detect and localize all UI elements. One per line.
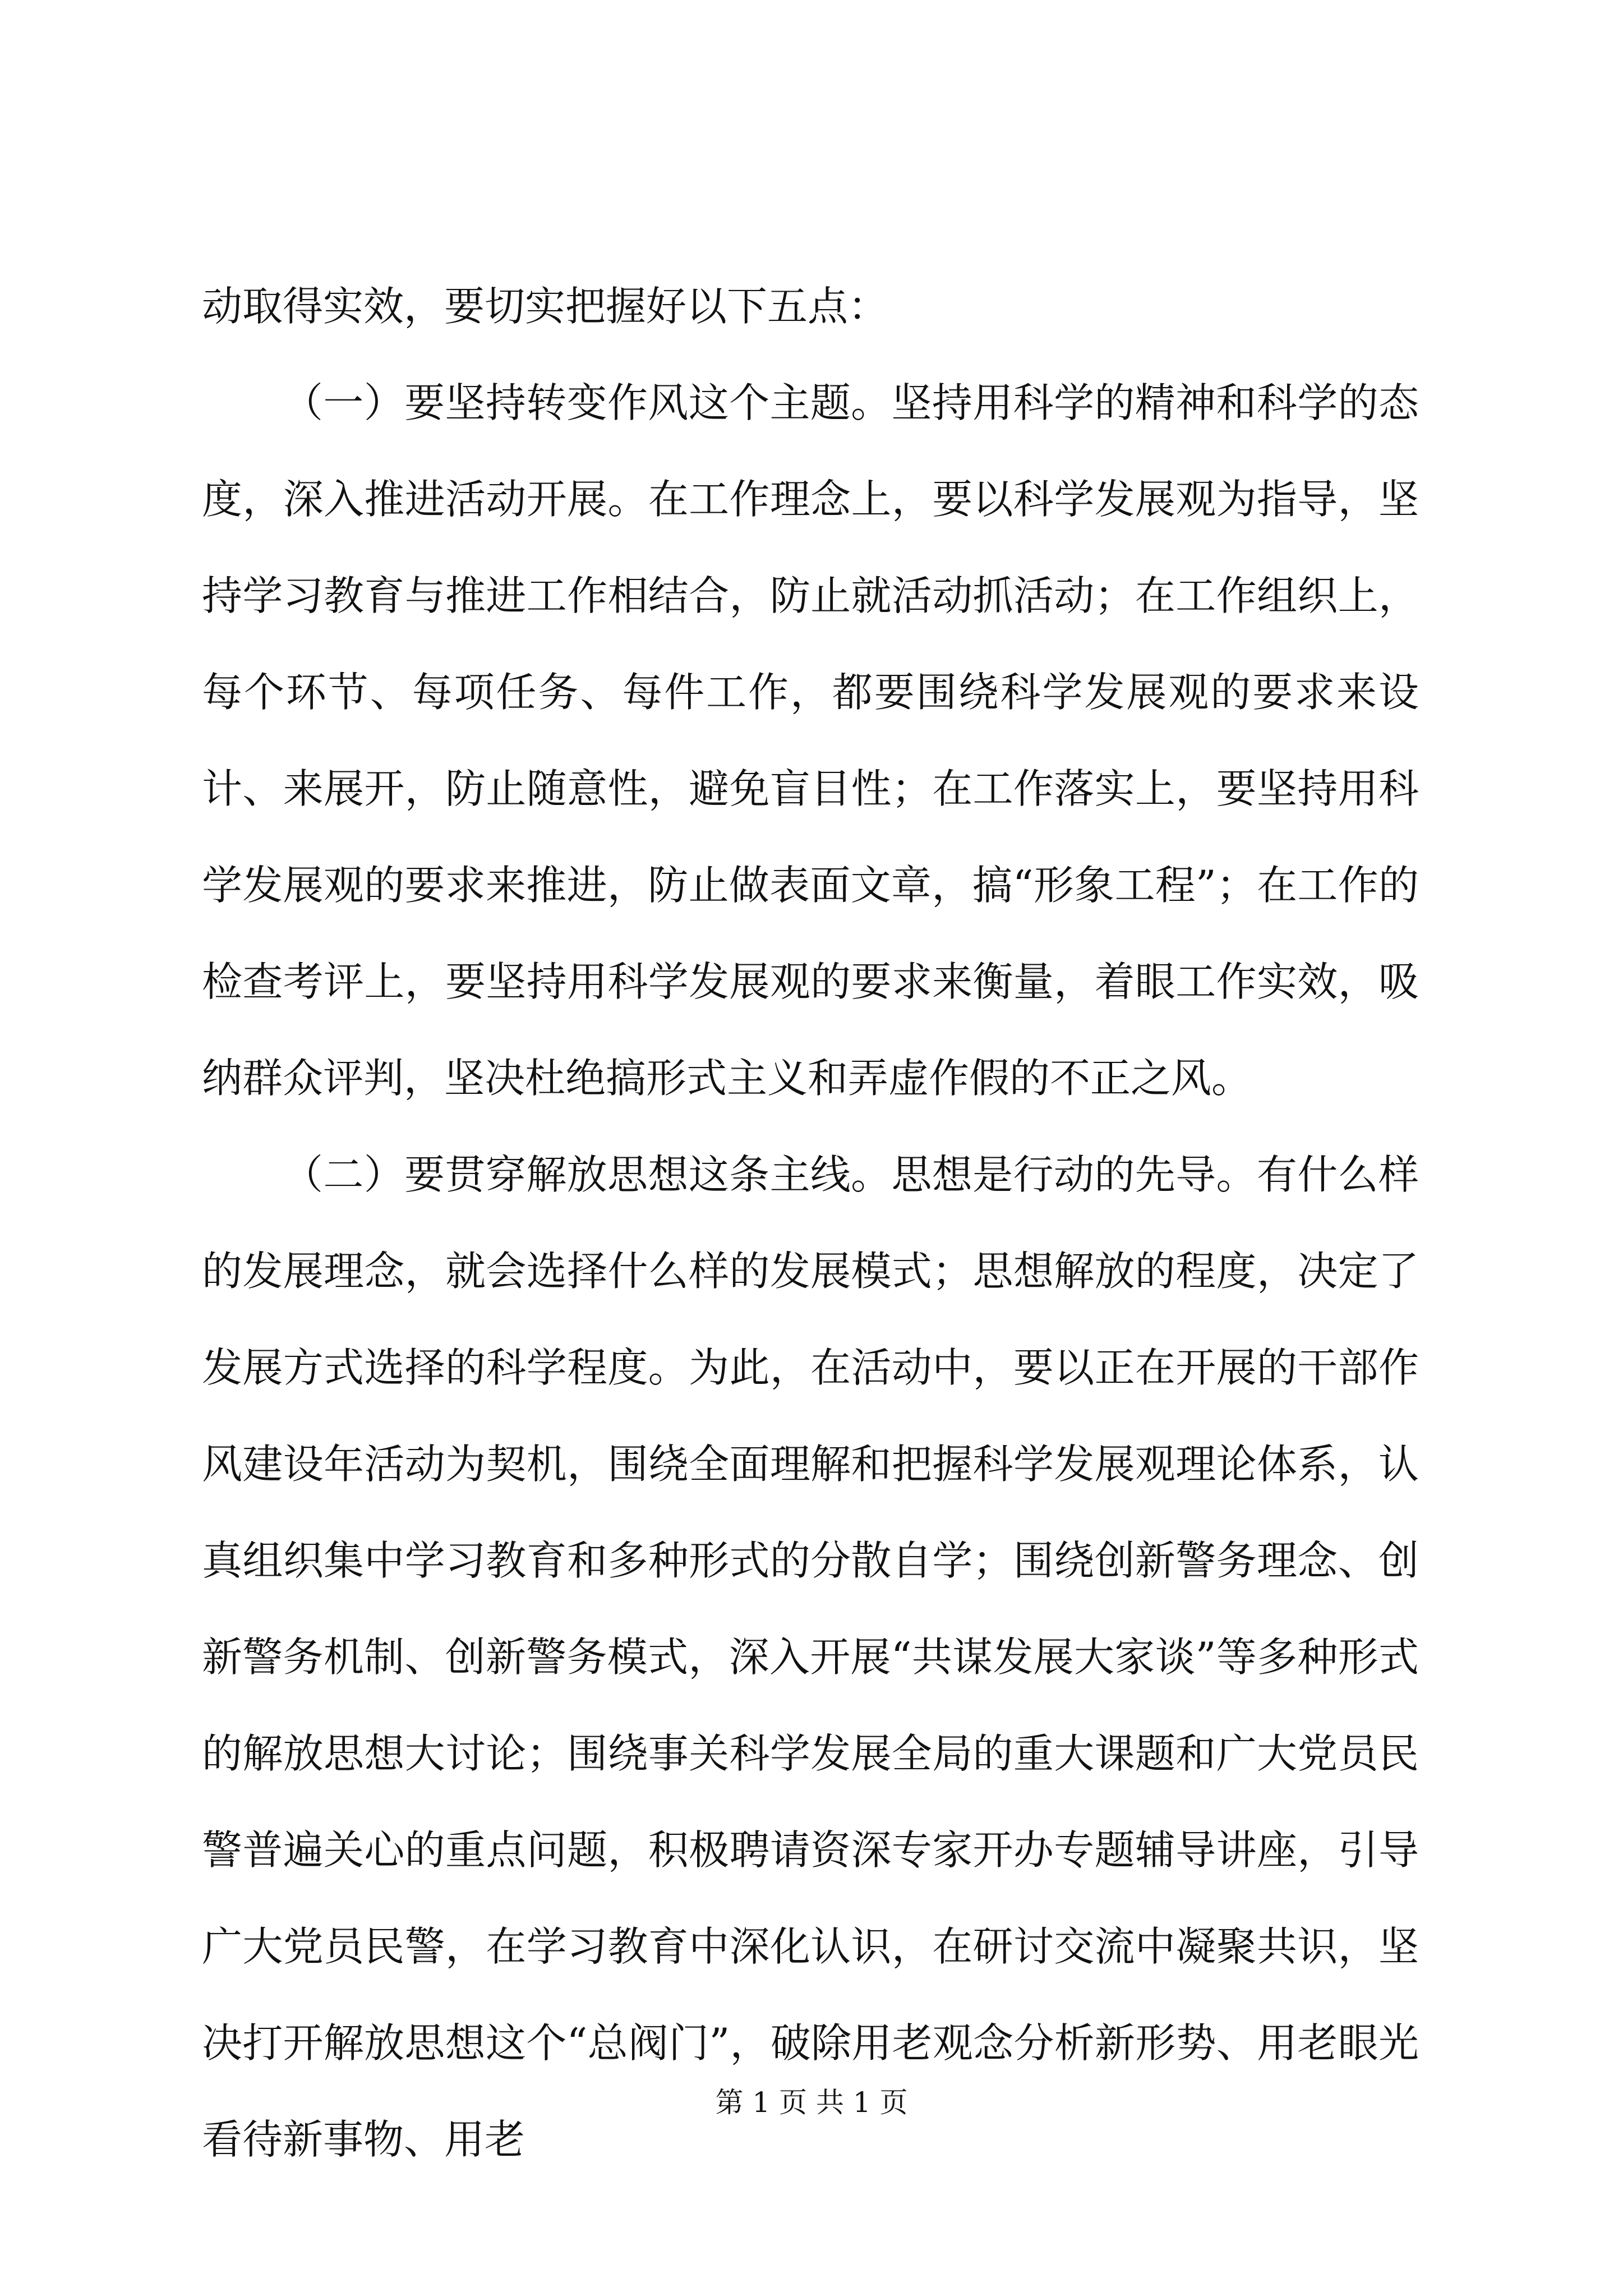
paragraph-point-one: （一）要坚持转变作风这个主题。坚持用科学的精神和科学的态度，深入推进活动开展。在工作理念上，要以科学发展观为指导，坚持学习教育与推进工作相结合，防止就活动抓活动；在工作组织上，每个环节、每项任务、每件工作，都要围绕科学发展观的要求来设计、来展开，防止随意性，避免盲目性；在工作落实上，要坚持用科学发展观的要求来推进，防止做表面文章，搞“形象工程”；在工作的检查考评上，要坚持用科学发展观的要求来衡量，着眼工作实效，吸纳群众评判，坚决杜绝搞形式主义和弄虚作假的不正之风。: [202, 379, 1419, 1102]
paragraph-point-two: （二）要贯穿解放思想这条主线。思想是行动的先导。有什么样的发展理念，就会选择什么样的发展模式；思想解放的程度，决定了发展方式选择的科学程度。为此，在活动中，要以正在开展的干部作风建设年活动为契机，围绕全面理解和把握科学发展观理论体系，认真组织集中学习教育和多种形式的分散自学；围绕创新警务理念、创新警务机制、创新警务模式，深入开展“共谋发展大家谈”等多种形式的解放思想大讨论；围绕事关科学发展全局的重大课题和广大党员民警普遍关心的重点问题，积极聘请资深专家开办专题辅导讲座，引导广大党员民警，在学习教育中深化认识，在研讨交流中凝聚共识，坚决打开解放思想这个“总阀门”，破除用老观念分析新形势、用老眼光看待新事物、用老: [202, 1151, 1419, 2163]
paragraph-continuation: 动取得实效，要切实把握好以下五点：: [202, 283, 889, 330]
document-body: [202, 258, 1419, 2188]
page-footer: 第 1 页 共 1 页: [715, 2086, 908, 2119]
